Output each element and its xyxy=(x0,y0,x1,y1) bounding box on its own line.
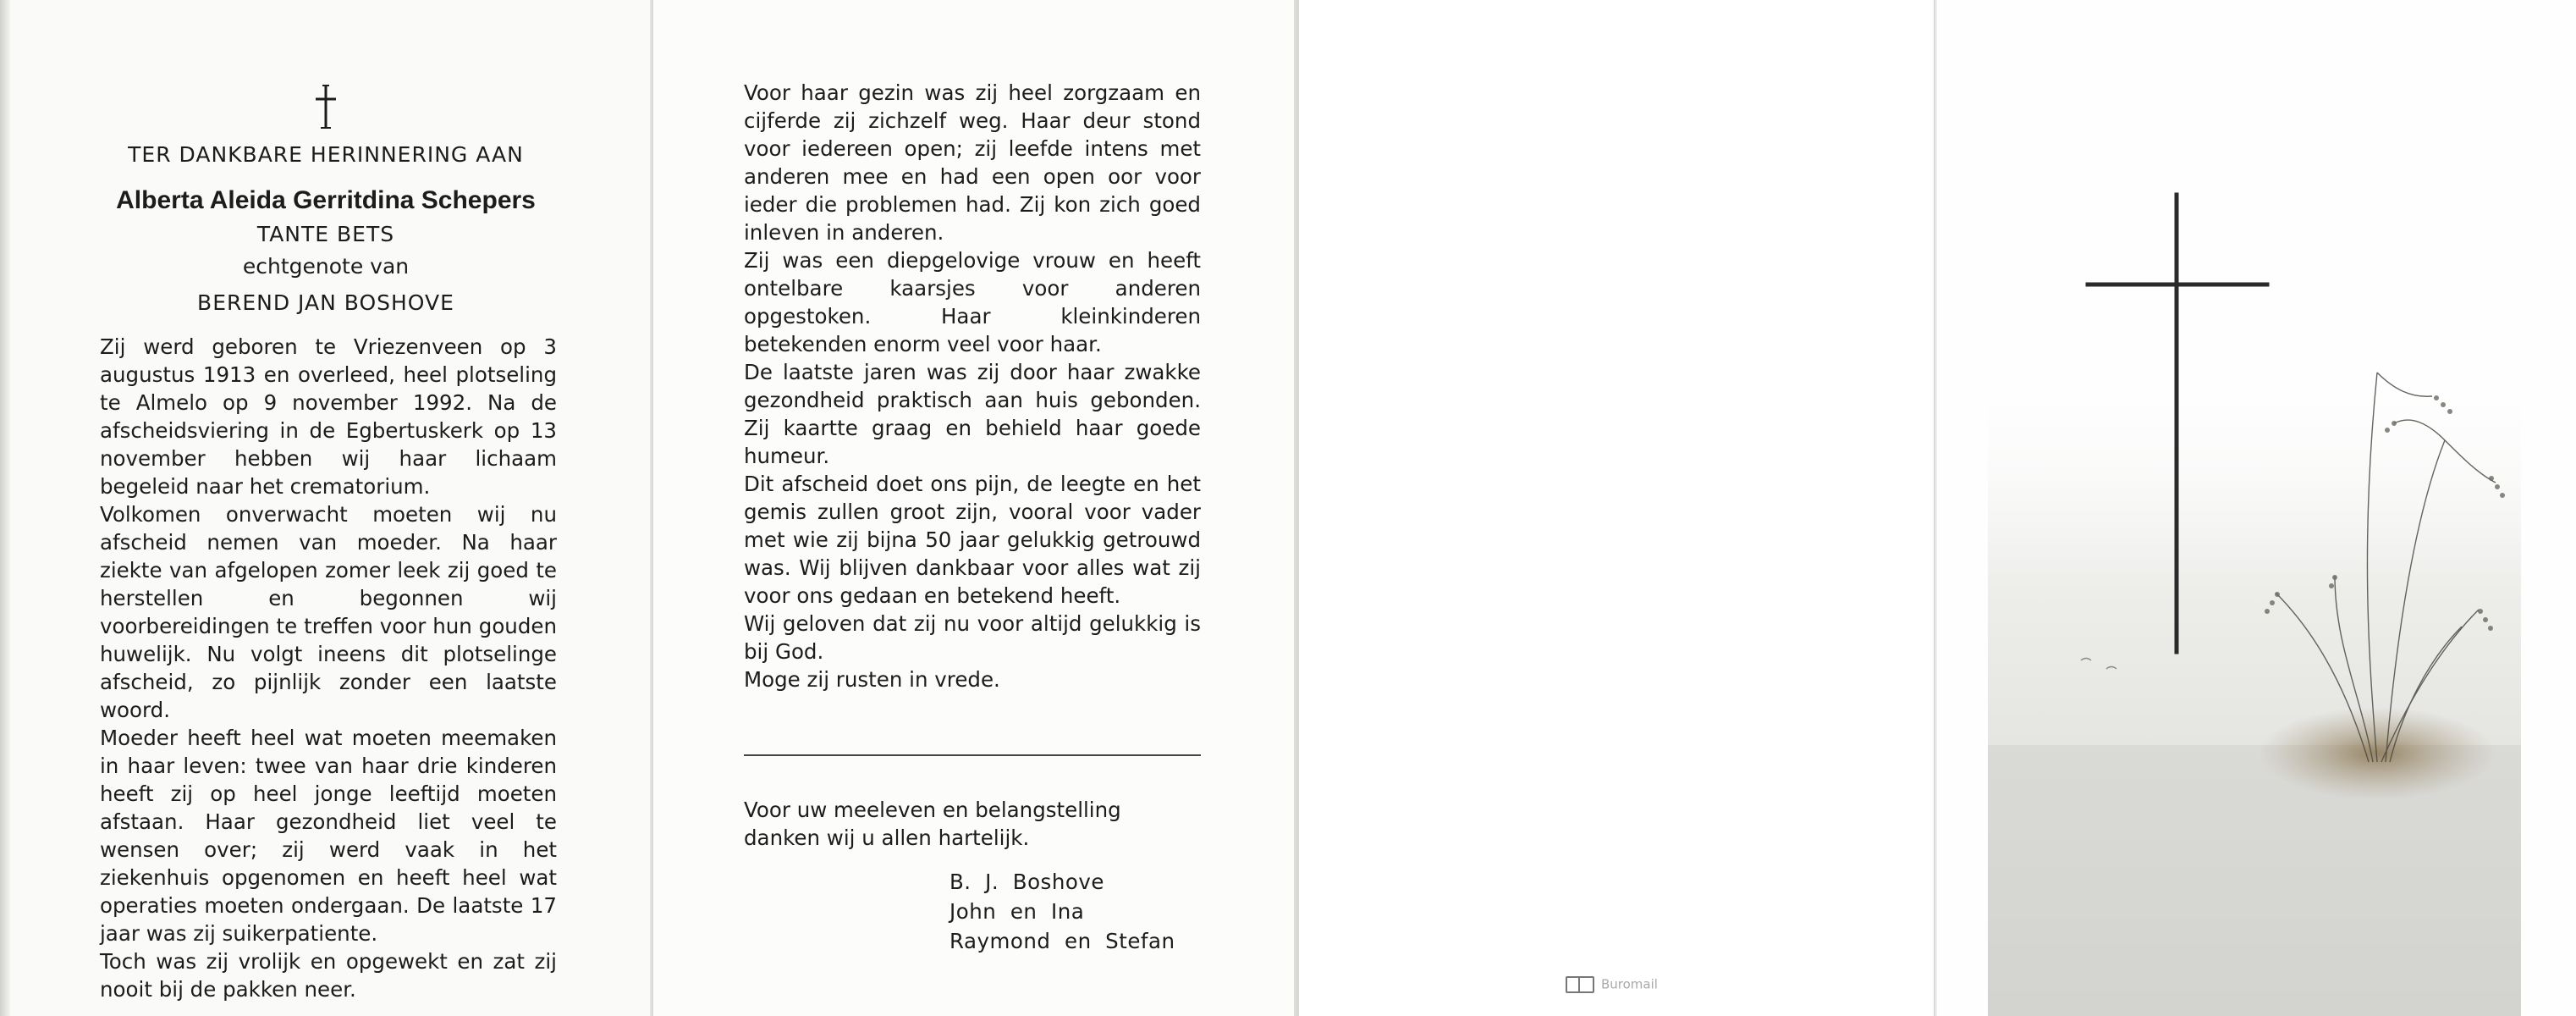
spouse-name: BEREND JAN BOSHOVE xyxy=(197,290,454,315)
deceased-nickname: TANTE BETS xyxy=(256,222,395,246)
signer: B. J. Boshove xyxy=(949,870,1104,894)
paragraph: Moeder heeft heel wat moeten meemaken in haar leven: twee van haar drie kinderen heeft zij op heel jonge leeftijd moeten afstaan. Haar gezondheid liet veel te wensen over; zij werd vaak in het ziekenhuis opgenomen en heeft heel wat operaties moeten ondergaan. De laatste 17 jaar was zij suikerpatiente. xyxy=(100,726,557,946)
thanks-line: danken wij u allen hartelijk. xyxy=(744,826,1030,850)
signatories xyxy=(949,867,1175,956)
paragraph: Wij geloven dat zij nu voor altijd gelukkig is bij God. xyxy=(744,611,1201,664)
printer-logo-icon xyxy=(1566,976,1594,993)
paragraph: Zij werd geboren te Vriezenveen op 3 augustus 1913 en overleed, heel plotseling te Almelo op 9 november 1992. Na de afscheidsviering in de Egbertuskerk op 13 november hebben wij haar lichaam begeleid naar het crematorium. xyxy=(100,334,557,499)
paragraph: Zij was een diepgelovige vrouw en heeft ontelbare kaarsjes voor anderen opgestoken. Haar kleinkinderen betekenden enorm veel voor haar. xyxy=(744,248,1201,356)
paragraph: Dit afscheid doet ons pijn, de leegte en het gemis zullen groot zijn, vooral voor vader met wie zij bijna 50 jaar gelukkig getrouwd was. Wij blijven dankbaar voor alles wat zij voor ons gedaan en betekend heeft. xyxy=(744,472,1201,608)
paragraph: Moge zij rusten in vrede. xyxy=(744,667,1000,692)
signer: Raymond en Stefan xyxy=(949,929,1175,953)
paragraph: Volkomen onverwacht moeten wij nu afscheid nemen van moeder. Na haar ziekte van afgelopen zomer leek zij goed te herstellen en begonnen wij voorbereidingen te treffen voor hun gouden huwelijk. Nu volgt ineens dit plotselinge afscheid, zo pijnlijk zonder een laatste woord. xyxy=(100,502,557,722)
tribute-text xyxy=(744,79,1201,693)
card-back-page xyxy=(1299,0,1934,1016)
divider xyxy=(744,754,1201,756)
paragraph: De laatste jaren was zij door haar zwakke gezondheid praktisch aan huis gebonden. Zij kaartte graag en behield haar goede humeur. xyxy=(744,360,1201,468)
printer-name: Buromail xyxy=(1601,976,1658,992)
thanks-line: Voor uw meeleven en belangstelling xyxy=(744,798,1121,822)
card-cover xyxy=(1935,0,2576,1016)
cover-illustration xyxy=(1937,0,2576,1016)
paragraph: Toch was zij vrolijk en opgewekt en zat zij nooit bij de pakken neer. xyxy=(100,949,557,1002)
card-left-page xyxy=(0,0,652,1016)
mud-patch xyxy=(2259,707,2496,800)
biography-text xyxy=(100,333,557,1003)
paragraph: Voor haar gezin was zij heel zorgzaam en cijferde zij zichzelf weg. Haar deur stond voor iedereen open; zij leefde intens met anderen mee en had een open oor voor ieder die problemen had. Zij kon zich goed inleven in anderen. xyxy=(744,80,1201,245)
cross-icon xyxy=(309,82,343,133)
deceased-name: Alberta Aleida Gerritdina Schepers xyxy=(116,186,536,214)
card-right-page xyxy=(653,0,1296,1016)
thanks-text xyxy=(744,796,1201,852)
signer: John en Ina xyxy=(949,899,1085,924)
memorial-header: TER DANKBARE HERINNERING AAN xyxy=(128,142,524,167)
printer-mark xyxy=(1566,976,1658,993)
spouse-label: echtgenote van xyxy=(242,254,410,279)
